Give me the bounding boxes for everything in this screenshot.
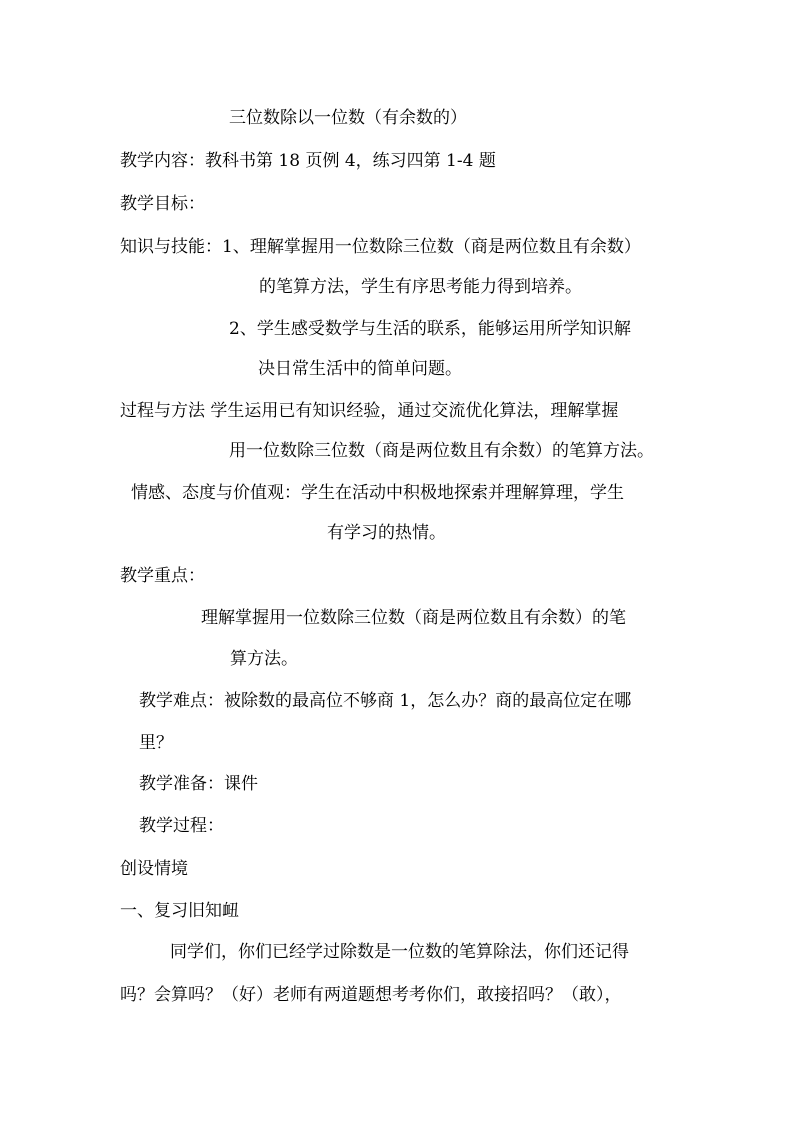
knowledge-skills-line: 的笔算方法，学生有序思考能力得到培养。 (259, 277, 582, 297)
scenario-heading: 创设情境 (120, 859, 188, 879)
key-point-heading: 教学重点： (120, 566, 205, 586)
key-point-line: 理解掌握用一位数除三位数（商是两位数且有余数）的笔 (201, 608, 626, 628)
knowledge-skills-line: 决日常生活中的简单问题。 (258, 359, 462, 379)
process-method-line: 用一位数除三位数（商是两位数且有余数）的笔算方法。 (229, 441, 654, 461)
process-method-line: 过程与方法 学生运用已有知识经验，通过交流优化算法，理解掌握 (120, 401, 619, 421)
emotion-values-line: 情感、态度与价值观：学生在活动中积极地探索并理解算理，学生 (131, 483, 624, 503)
knowledge-skills-line: 知识与技能：1、理解掌握用一位数除三位数（商是两位数且有余数） (120, 237, 641, 257)
knowledge-skills-line: 2、学生感受数学与生活的联系，能够运用所学知识解 (229, 319, 631, 339)
difficulty-line: 里？ (139, 733, 173, 753)
difficulty-line: 教学难点：被除数的最高位不够商 1，怎么办？商的最高位定在哪 (139, 691, 632, 711)
teaching-content: 教学内容：教科书第 18 页例 4，练习四第 1-4 题 (120, 151, 496, 171)
objectives-heading: 教学目标： (120, 194, 205, 214)
key-point-line: 算方法。 (230, 649, 298, 669)
teaching-process-heading: 教学过程： (139, 816, 224, 836)
document-title: 三位数除以一位数（有余数的） (229, 108, 467, 128)
review-paragraph-line: 吗？会算吗？（好）老师有两道题想考考你们，敢接招吗？（敢）， (120, 985, 622, 1005)
emotion-values-line: 有学习的热情。 (327, 523, 446, 543)
review-paragraph-line: 同学们，你们已经学过除数是一位数的笔算除法，你们还记得 (170, 942, 629, 962)
review-heading: 一、复习旧知衄 (120, 901, 239, 921)
teaching-preparation: 教学准备：课件 (139, 774, 258, 794)
